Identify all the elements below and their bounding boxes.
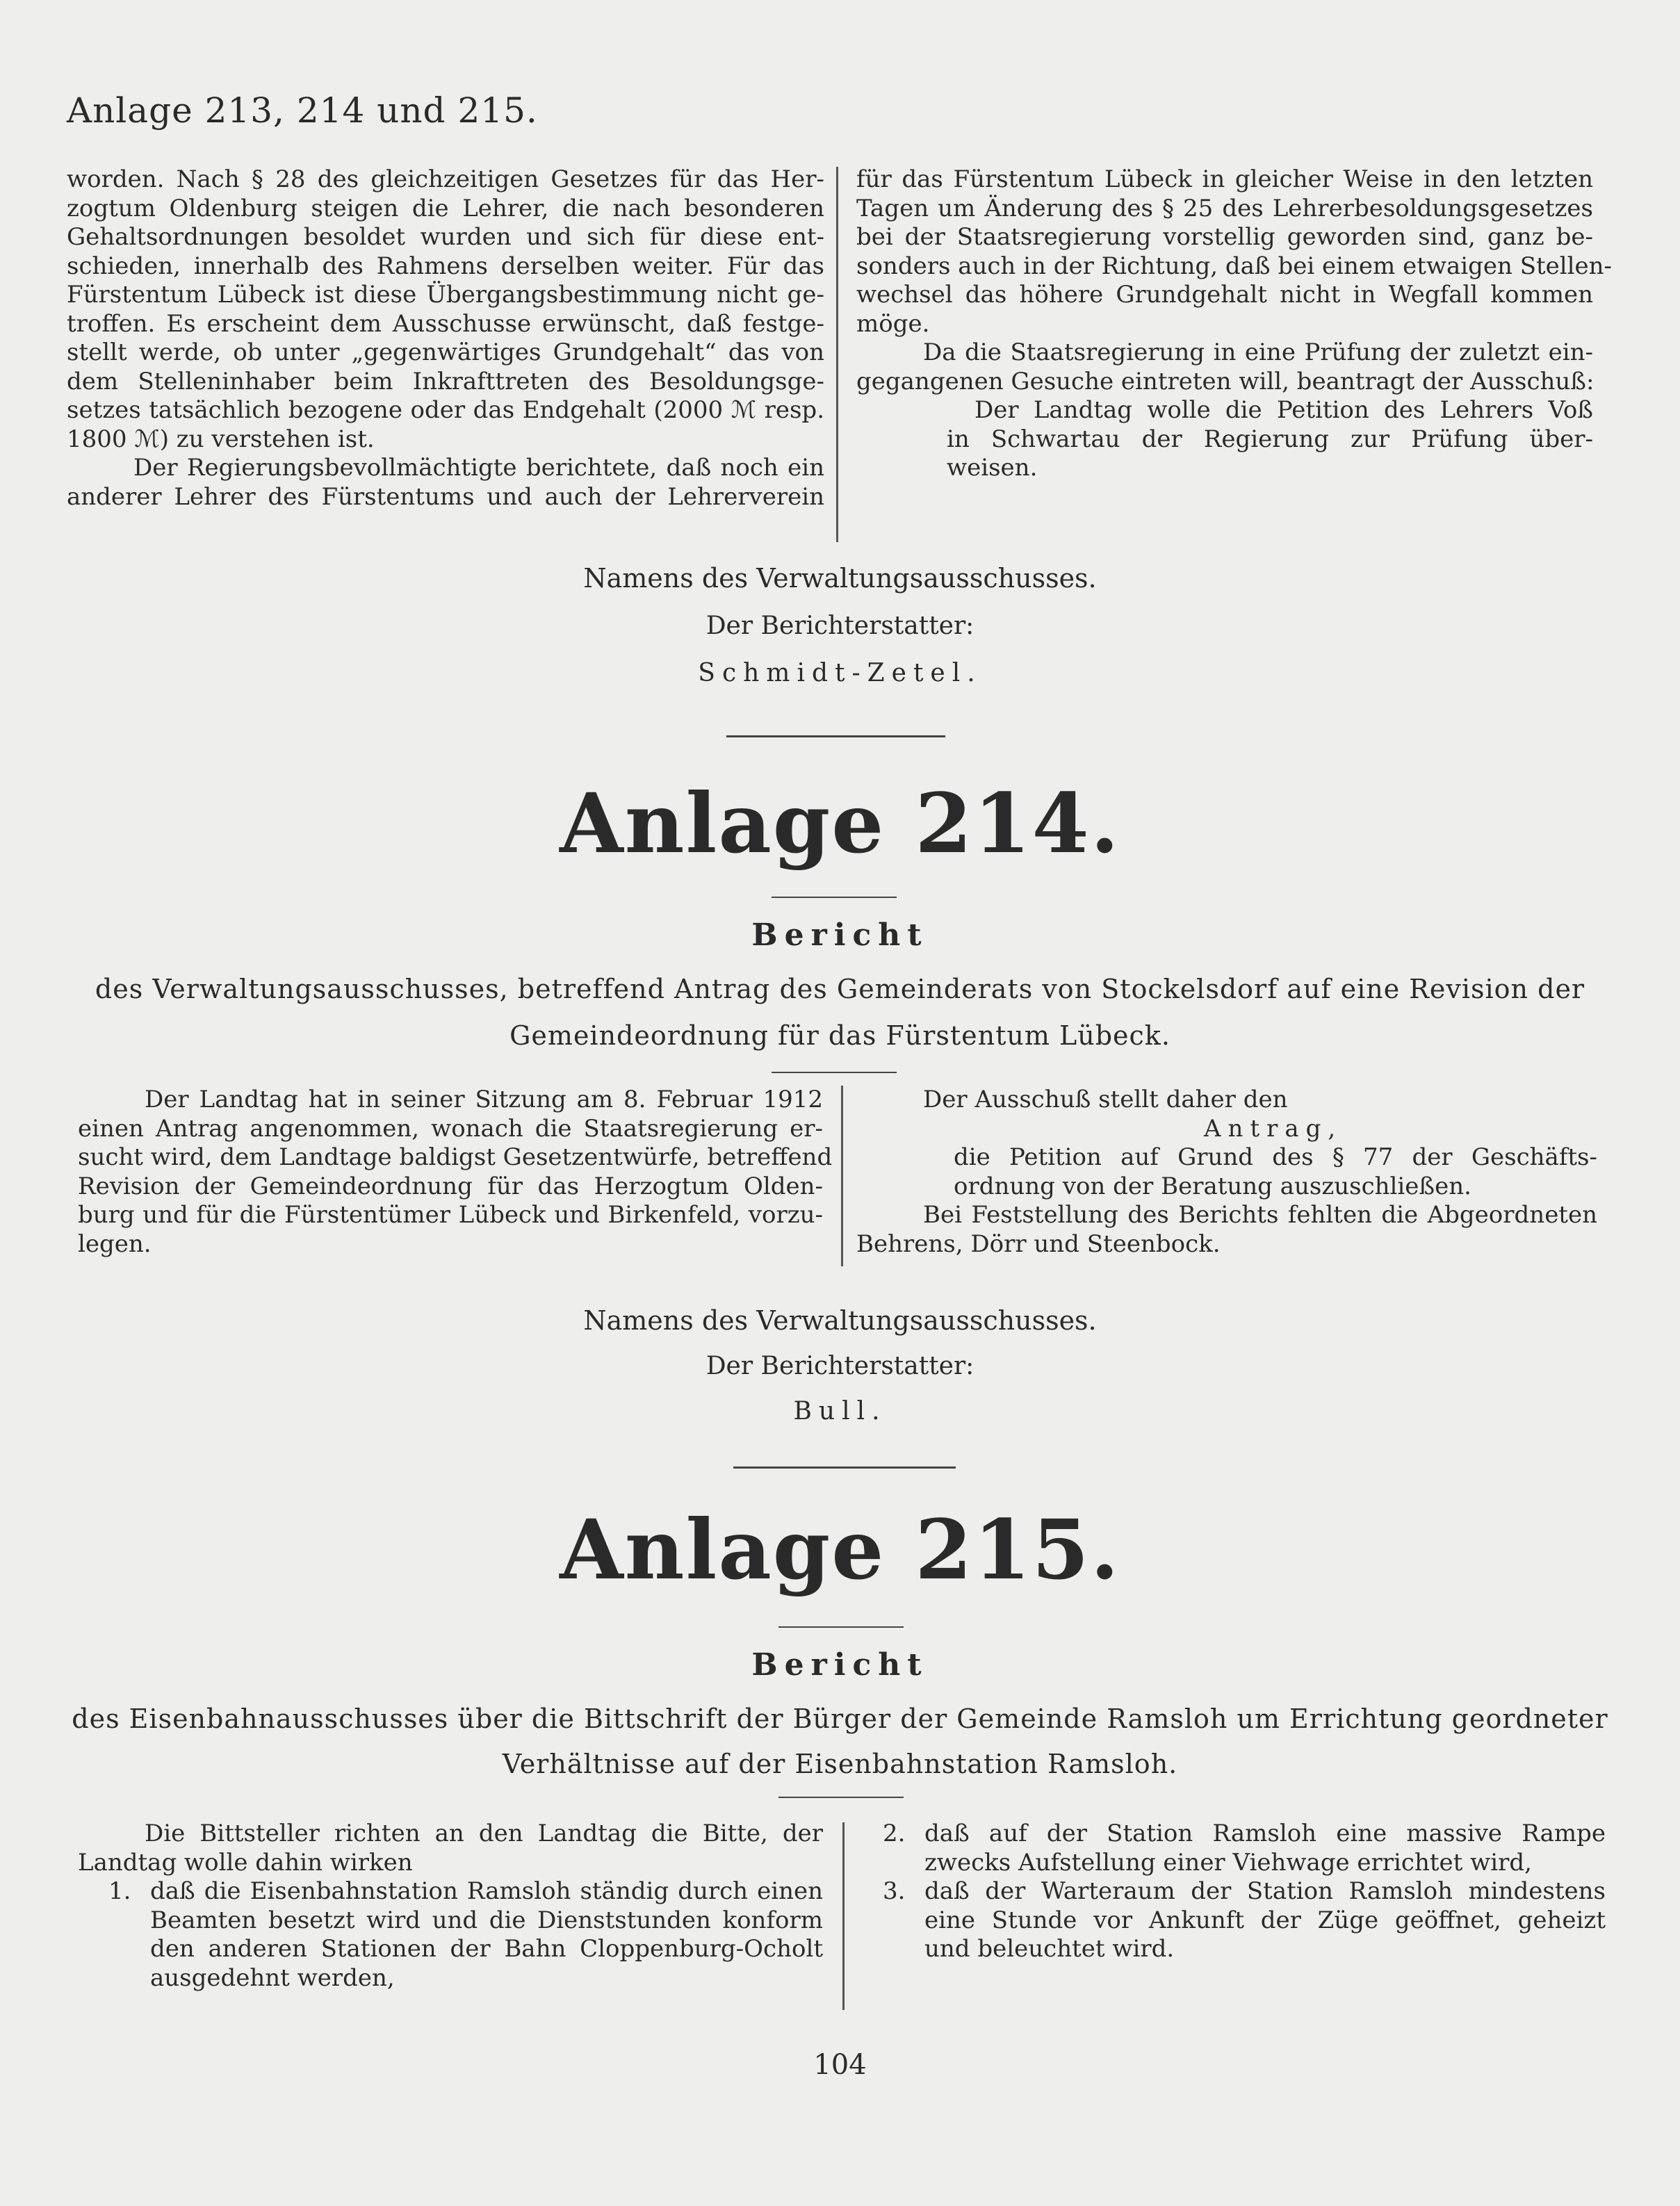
anlage215-subhead-line1: des Eisenbahnausschusses über die Bittschrift der Bürger der Gemeinde Ramsloh um Errichtung geordneter — [72, 1703, 1608, 1734]
text-line: Landtag wolle dahin wirken — [78, 1848, 413, 1877]
list-item-2 — [883, 1820, 1606, 1877]
text-line: einen Antrag angenommen, wonach die Staatsregierung er- — [78, 1114, 823, 1143]
antrag-label: Antrag, — [1204, 1114, 1343, 1143]
text-line: stellt werde, ob unter „gegenwärtiges Grundgehalt“ das von — [67, 338, 824, 366]
text-line: für das Fürstentum Lübeck in gleicher Weise in den letzten — [856, 165, 1593, 193]
text-line: daß die Eisenbahnstation Ramsloh ständig durch einen — [150, 1877, 823, 1905]
text-line: anderer Lehrer des Fürstentums und auch der Lehrerverein — [67, 482, 824, 511]
anlage215-subhead-line2: Verhältnisse auf der Eisenbahnstation Ramsloh. — [502, 1749, 1178, 1779]
section-divider — [733, 1466, 956, 1469]
page-number: 104 — [813, 2049, 867, 2081]
text-line: Der Regierungsbevollmächtigte berichtete, daß noch ein — [133, 454, 824, 482]
text-line: worden. Nach § 28 des gleichzeitigen Gesetzes für das Her- — [67, 165, 824, 193]
text-line: dem Stelleninhaber beim Inkrafttreten des Besoldungsge- — [67, 367, 824, 395]
text-line: setzes tatsächlich bezogene oder das Endgehalt (2000 ℳ resp. — [67, 396, 824, 424]
text-line: zogtum Oldenburg steigen die Lehrer, die nach besonderen — [67, 194, 824, 222]
text-line: Tagen um Änderung des § 25 des Lehrerbesoldungsgesetzes — [856, 194, 1593, 222]
text-line: Gehaltsordnungen besoldet wurden und sich für diese ent- — [67, 223, 824, 251]
text-line: legen. — [78, 1229, 152, 1258]
section-divider — [726, 735, 945, 737]
signature-role: Der Berichterstatter: — [706, 612, 974, 640]
running-head: Anlage 213, 214 und 215. — [67, 90, 538, 131]
subhead-underline — [778, 1797, 904, 1798]
column-divider — [841, 1086, 843, 1266]
signature-role: Der Berichterstatter: — [706, 1352, 974, 1380]
text-line: wechsel das höhere Grundgehalt nicht in Wegfall kommen — [856, 281, 1593, 309]
text-line: sonders auch in der Richtung, daß bei einem etwaigen Stellen- — [856, 252, 1613, 280]
anlage215-bericht: Bericht — [751, 1647, 929, 1683]
text-line: Die Bittsteller richten an den Landtag die Bitte, der — [145, 1820, 823, 1847]
subhead-underline — [772, 1072, 897, 1073]
list-item-1 — [108, 1877, 823, 1993]
text-line: schieden, innerhalb des Rahmens derselben weiter. Für das — [67, 252, 824, 280]
text-line: ordnung von der Beratung auszuschließen. — [954, 1172, 1471, 1200]
text-line: Der Landtag wolle die Petition des Lehrers Voß — [974, 396, 1593, 424]
signature-name: Bull. — [793, 1397, 887, 1425]
anlage215-title: Anlage 215. — [560, 1501, 1120, 1598]
anlage215-right-column — [883, 1820, 1606, 1964]
text-line: burg und für die Fürstentümer Lübeck und Birkenfeld, vorzu- — [78, 1201, 823, 1229]
title-underline — [778, 1626, 904, 1628]
anlage213-right-column — [856, 165, 1613, 483]
column-divider — [842, 1822, 845, 2010]
text-line: Behrens, Dörr und Steenbock. — [856, 1229, 1221, 1258]
anlage214-left-column — [78, 1086, 833, 1259]
title-underline — [772, 897, 897, 898]
anlage214-right-column — [856, 1086, 1597, 1259]
list-number: 2. — [883, 1820, 906, 1847]
text-line: bei der Staatsregierung vorstellig geworden sind, ganz be- — [856, 223, 1593, 251]
text-line: zwecks Aufstellung einer Viehwage errichtet wird, — [924, 1848, 1532, 1877]
column-divider — [836, 167, 838, 542]
signature-namens: Namens des Verwaltungsausschusses. — [583, 563, 1097, 594]
text-line: eine Stunde vor Ankunft der Züge geöffnet, geheizt — [924, 1906, 1606, 1934]
text-line: troffen. Es erscheint dem Ausschusse erwünscht, daß festge- — [67, 309, 824, 338]
anlage214-title: Anlage 214. — [560, 775, 1120, 872]
text-line: die Petition auf Grund des § 77 der Geschäfts- — [954, 1143, 1597, 1171]
text-line: den anderen Stationen der Bahn Cloppenburg-Ocholt — [150, 1935, 823, 1963]
text-line: daß auf der Station Ramsloh eine massive Rampe — [924, 1820, 1606, 1847]
signature-name: Schmidt-Zetel. — [698, 659, 982, 687]
text-line: weisen. — [947, 454, 1038, 482]
text-line: daß der Warteraum der Station Ramsloh mindestens — [924, 1877, 1606, 1905]
text-line: Fürstentum Lübeck ist diese Übergangsbestimmung nicht ge- — [67, 281, 824, 309]
list-number: 3. — [883, 1877, 906, 1905]
list-item-3 — [883, 1877, 1606, 1964]
text-line: Der Landtag hat in seiner Sitzung am 8. Februar 1912 — [145, 1086, 823, 1113]
anlage213-left-column — [67, 165, 824, 512]
list-number: 1. — [108, 1877, 131, 1905]
anlage214-bericht: Bericht — [751, 917, 929, 953]
text-line: sucht wird, dem Landtage baldigst Gesetzentwürfe, betreffend — [78, 1143, 833, 1171]
text-line: möge. — [856, 309, 930, 338]
text-line: ausgedehnt werden, — [150, 1963, 395, 1992]
text-line: und beleuchtet wird. — [924, 1935, 1175, 1963]
anlage214-subhead-line2: Gemeindeordnung für das Fürstentum Lübeck. — [509, 1020, 1171, 1051]
text-line: 1800 ℳ) zu verstehen ist. — [67, 425, 375, 453]
text-line: Bei Feststellung des Berichts fehlten die Abgeordneten — [923, 1201, 1597, 1229]
text-line: in Schwartau der Regierung zur Prüfung über- — [947, 425, 1593, 453]
text-line: Da die Staatsregierung in eine Prüfung der zuletzt ein- — [923, 338, 1593, 366]
text-line: gegangenen Gesuche eintreten will, beantragt der Ausschuß: — [856, 367, 1595, 395]
anlage215-left-column — [78, 1820, 823, 1993]
text-line: Beamten besetzt wird und die Dienststunden konform — [150, 1906, 823, 1934]
text-line: Revision der Gemeindeordnung für das Herzogtum Olden- — [78, 1172, 823, 1200]
signature-namens: Namens des Verwaltungsausschusses. — [583, 1305, 1097, 1336]
text-line: Der Ausschuß stellt daher den — [923, 1086, 1288, 1113]
anlage214-subhead-line1: des Verwaltungsausschusses, betreffend Antrag des Gemeinderats von Stockelsdorf auf eine Revision der — [95, 974, 1585, 1004]
